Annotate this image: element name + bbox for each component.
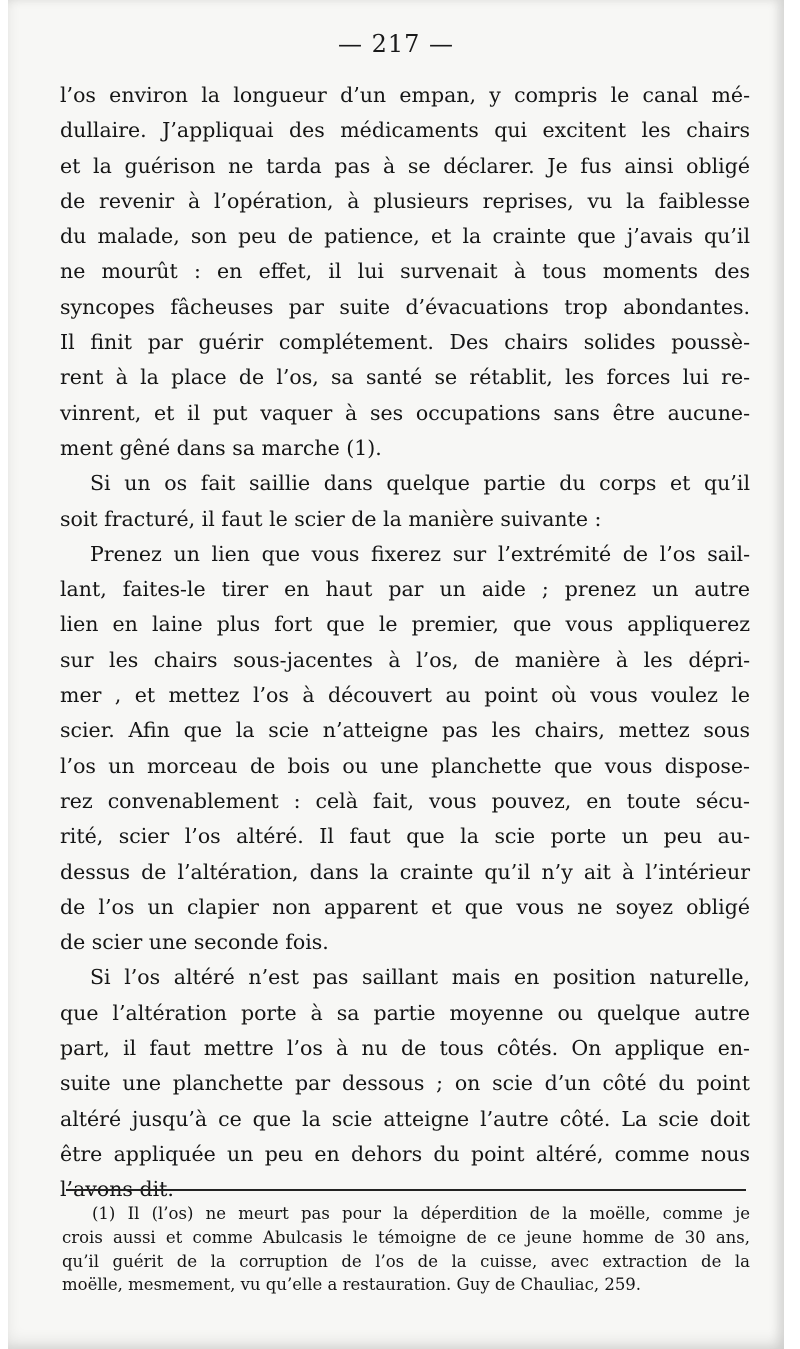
text-line: rez convenablement : celà fait, vous pouvez, en toute sécu- bbox=[60, 788, 750, 813]
text-line: de scier une seconde fois. bbox=[60, 930, 329, 955]
paragraph bbox=[60, 466, 750, 537]
page-number: — 217 — bbox=[337, 30, 455, 58]
body-text bbox=[60, 78, 750, 1208]
text-line: Il finit par guérir complétement. Des chairs solides poussè- bbox=[60, 330, 750, 355]
text-line: suite une planchette par dessous ; on scie d’un côté du point bbox=[60, 1071, 750, 1096]
book-page bbox=[8, 0, 784, 1349]
text-line: sur les chairs sous-jacentes à l’os, de manière à les dépri- bbox=[60, 647, 750, 672]
text-line: lien en laine plus fort que le premier, que vous appliquerez bbox=[60, 612, 750, 637]
text-line: Si un os fait saillie dans quelque partie du corps et qu’il bbox=[90, 471, 750, 496]
text-line: ment gêné dans sa marche (1). bbox=[60, 435, 382, 460]
paragraph bbox=[60, 78, 750, 466]
footnote-line: (1) Il (l’os) ne meurt pas pour la déperdition de la moëlle, comme je bbox=[92, 1204, 750, 1223]
paragraph bbox=[60, 537, 750, 961]
text-line: mer , et mettez l’os à découvert au point où vous voulez le bbox=[60, 683, 750, 708]
text-line: syncopes fâcheuses par suite d’évacuations trop abondantes. bbox=[60, 294, 750, 319]
footnote bbox=[62, 1202, 750, 1297]
text-line: l’os un morceau de bois ou une planchette que vous dispose- bbox=[60, 753, 750, 778]
footnote-divider bbox=[66, 1189, 746, 1191]
paragraph bbox=[60, 960, 750, 1207]
text-line: rité, scier l’os altéré. Il faut que la scie porte un peu au- bbox=[60, 824, 750, 849]
text-line: scier. Afin que la scie n’atteigne pas les chairs, mettez sous bbox=[60, 718, 750, 743]
text-line: lant, faites-le tirer en haut par un aide ; prenez un autre bbox=[60, 577, 750, 602]
footnote-line: moëlle, mesmement, vu qu’elle a restauration. Guy de Chauliac, 259. bbox=[62, 1275, 642, 1295]
text-line: et la guérison ne tarda pas à se déclarer. Je fus ainsi obligé bbox=[60, 153, 750, 178]
text-line: l’os environ la longueur d’un empan, y compris le canal mé- bbox=[60, 83, 750, 107]
text-line: dullaire. J’appliquai des médicaments qui excitent les chairs bbox=[60, 118, 750, 143]
text-line: être appliquée un peu en dehors du point altéré, comme nous bbox=[60, 1141, 750, 1166]
footnote-line: crois aussi et comme Abulcasis le témoigne de ce jeune homme de 30 ans, bbox=[62, 1227, 750, 1247]
text-line: l’avons dit. bbox=[60, 1177, 174, 1202]
text-line: Si l’os altéré n’est pas saillant mais en position naturelle, bbox=[90, 965, 750, 990]
text-line: du malade, son peu de patience, et la crainte que j’avais qu’il bbox=[60, 224, 750, 249]
text-line: que l’altération porte à sa partie moyenne ou quelque autre bbox=[60, 1000, 750, 1025]
text-line: part, il faut mettre l’os à nu de tous côtés. On applique en- bbox=[60, 1036, 750, 1061]
text-line: dessus de l’altération, dans la crainte qu’il n’y ait à l’intérieur bbox=[60, 859, 750, 884]
text-line: soit fracturé, il faut le scier de la manière suivante : bbox=[60, 506, 602, 531]
text-line: Prenez un lien que vous fixerez sur l’extrémité de l’os sail- bbox=[90, 541, 750, 566]
text-line: de revenir à l’opération, à plusieurs reprises, vu la faiblesse bbox=[60, 188, 750, 213]
text-line: ne mourût : en effet, il lui survenait à tous moments des bbox=[60, 259, 750, 284]
text-line: vinrent, et il put vaquer à ses occupations sans être aucune- bbox=[60, 400, 750, 425]
footnote-line: qu’il guérit de la corruption de l’os de la cuisse, avec extraction de la bbox=[62, 1251, 750, 1271]
text-line: de l’os un clapier non apparent et que vous ne soyez obligé bbox=[60, 894, 750, 919]
text-line: rent à la place de l’os, sa santé se rétablit, les forces lui re- bbox=[60, 365, 750, 390]
text-line: altéré jusqu’à ce que la scie atteigne l’autre côté. La scie doit bbox=[60, 1106, 750, 1131]
